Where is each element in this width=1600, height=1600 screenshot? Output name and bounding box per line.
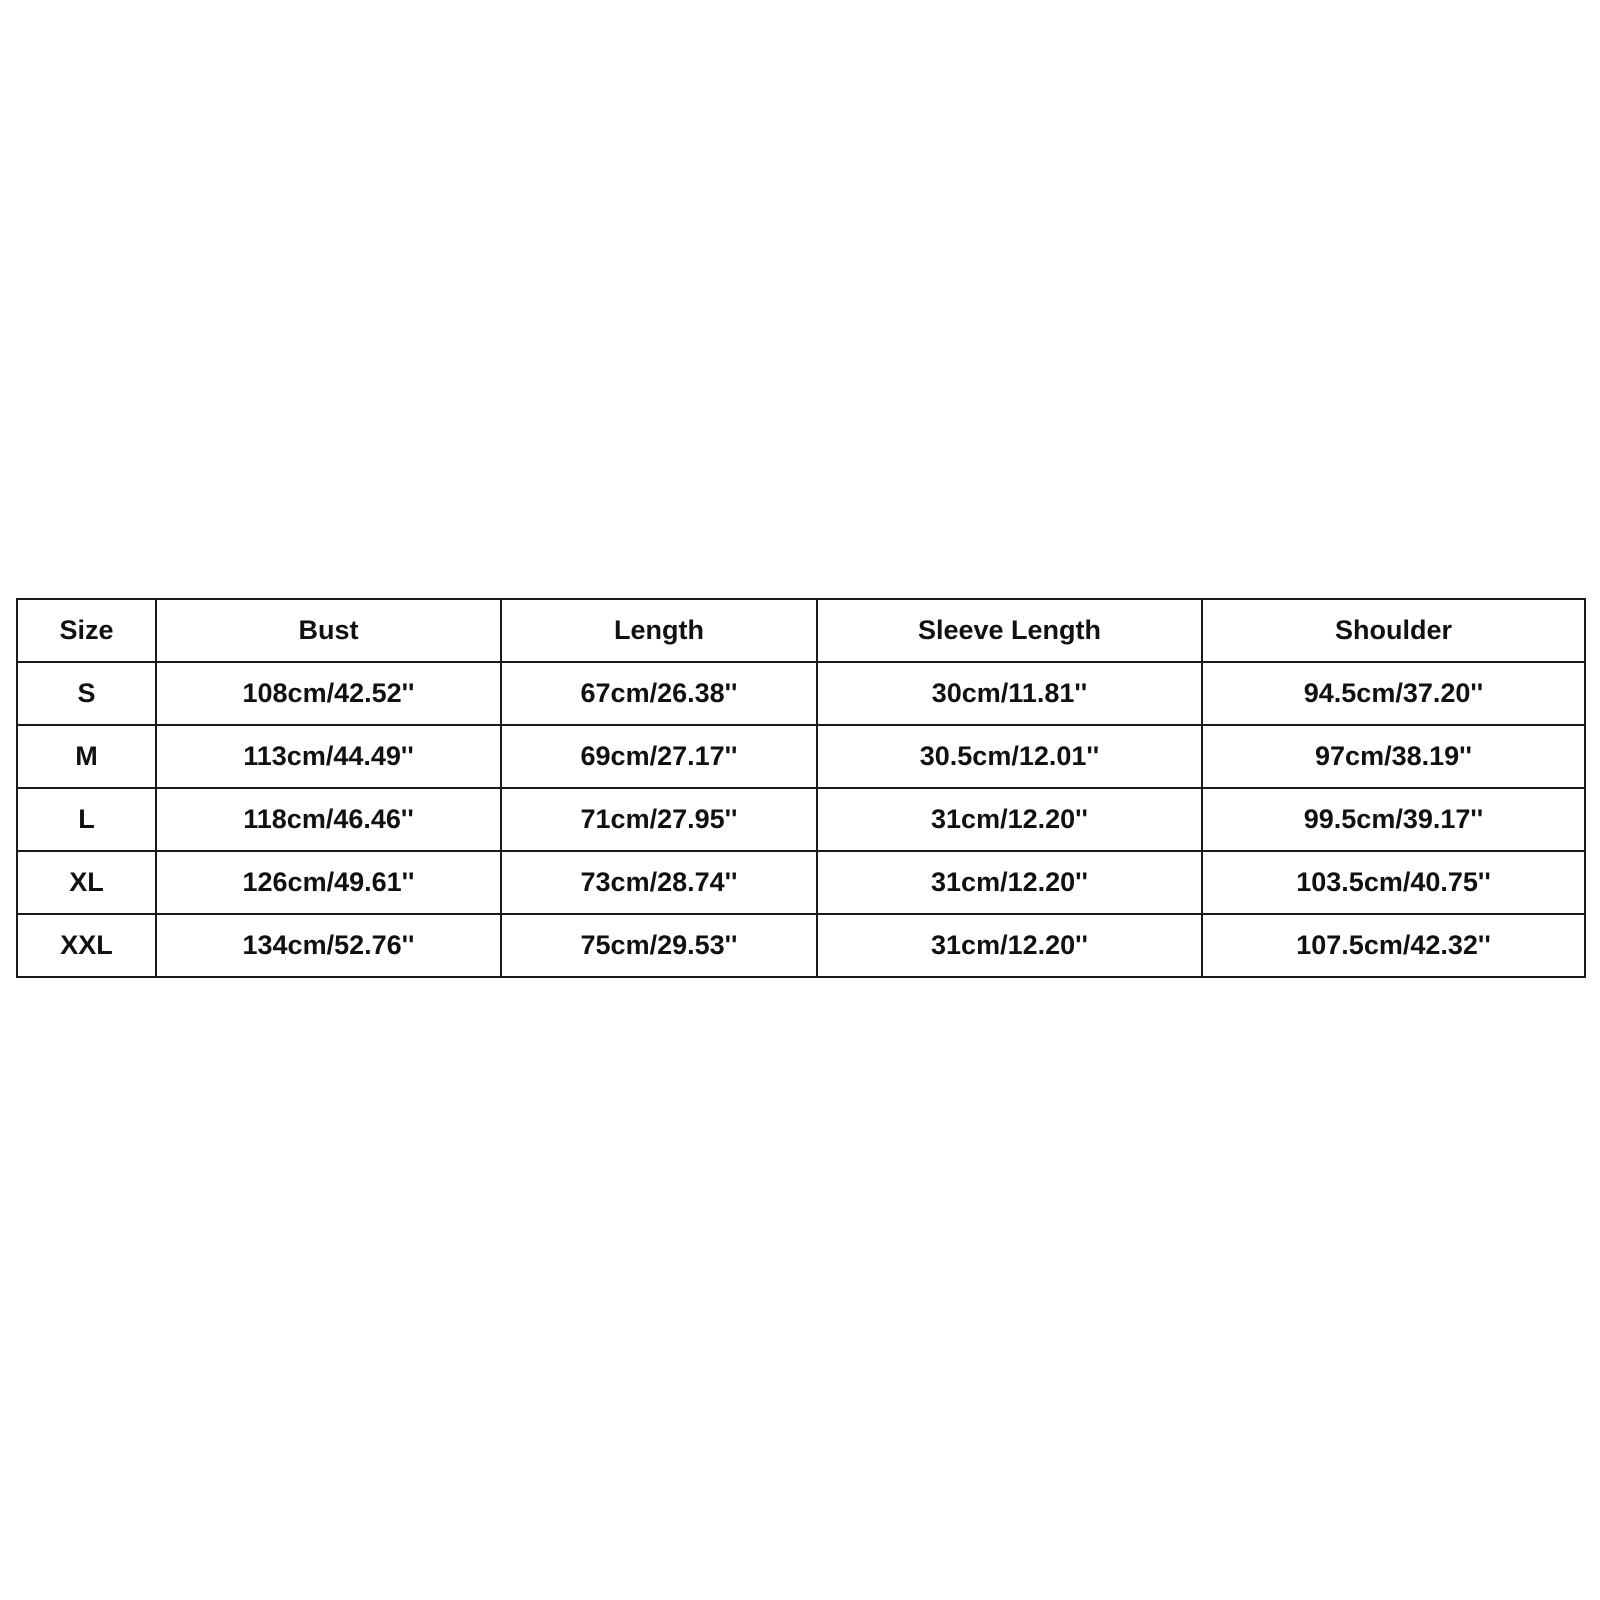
table-row bbox=[17, 914, 1585, 977]
cell-length: 73cm/28.74'' bbox=[501, 851, 817, 914]
cell-size: XXL bbox=[17, 914, 156, 977]
table-header bbox=[17, 599, 1585, 662]
table-row bbox=[17, 662, 1585, 725]
cell-sleeve-length: 31cm/12.20'' bbox=[817, 914, 1202, 977]
cell-size: M bbox=[17, 725, 156, 788]
cell-length: 71cm/27.95'' bbox=[501, 788, 817, 851]
header-sleeve-length: Sleeve Length bbox=[817, 599, 1202, 662]
table-row bbox=[17, 725, 1585, 788]
cell-length: 67cm/26.38'' bbox=[501, 662, 817, 725]
header-length: Length bbox=[501, 599, 817, 662]
table-row bbox=[17, 788, 1585, 851]
cell-shoulder: 103.5cm/40.75'' bbox=[1202, 851, 1585, 914]
cell-bust: 113cm/44.49'' bbox=[156, 725, 501, 788]
table-body bbox=[17, 662, 1585, 977]
cell-sleeve-length: 30.5cm/12.01'' bbox=[817, 725, 1202, 788]
cell-length: 69cm/27.17'' bbox=[501, 725, 817, 788]
cell-sleeve-length: 31cm/12.20'' bbox=[817, 851, 1202, 914]
cell-size: L bbox=[17, 788, 156, 851]
cell-size: XL bbox=[17, 851, 156, 914]
header-shoulder: Shoulder bbox=[1202, 599, 1585, 662]
cell-shoulder: 99.5cm/39.17'' bbox=[1202, 788, 1585, 851]
cell-bust: 126cm/49.61'' bbox=[156, 851, 501, 914]
table-row bbox=[17, 851, 1585, 914]
header-bust: Bust bbox=[156, 599, 501, 662]
cell-shoulder: 107.5cm/42.32'' bbox=[1202, 914, 1585, 977]
cell-bust: 108cm/42.52'' bbox=[156, 662, 501, 725]
cell-sleeve-length: 30cm/11.81'' bbox=[817, 662, 1202, 725]
cell-length: 75cm/29.53'' bbox=[501, 914, 817, 977]
cell-shoulder: 97cm/38.19'' bbox=[1202, 725, 1585, 788]
cell-bust: 134cm/52.76'' bbox=[156, 914, 501, 977]
size-chart-table bbox=[16, 598, 1586, 978]
cell-size: S bbox=[17, 662, 156, 725]
header-row bbox=[17, 599, 1585, 662]
cell-sleeve-length: 31cm/12.20'' bbox=[817, 788, 1202, 851]
header-size: Size bbox=[17, 599, 156, 662]
cell-bust: 118cm/46.46'' bbox=[156, 788, 501, 851]
cell-shoulder: 94.5cm/37.20'' bbox=[1202, 662, 1585, 725]
